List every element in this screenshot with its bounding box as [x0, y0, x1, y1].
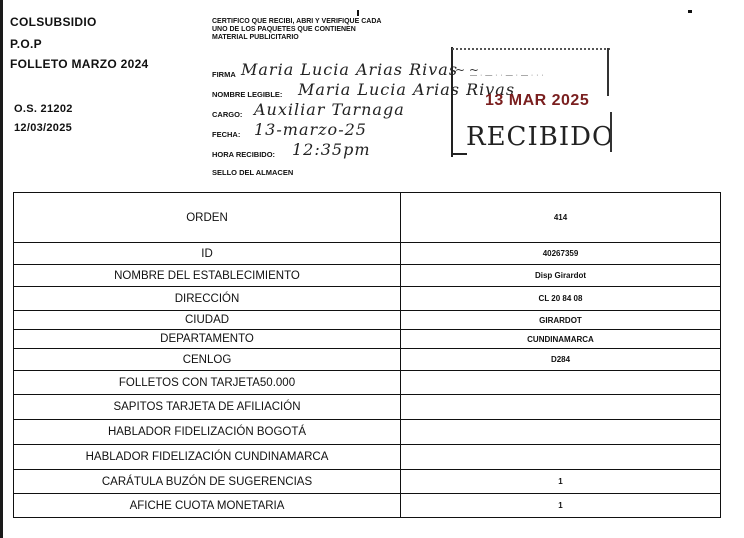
row-value: CL 20 84 08 [401, 287, 721, 311]
position-label: CARGO: [212, 110, 243, 119]
row-label: NOMBRE DEL ESTABLECIMIENTO [14, 265, 401, 287]
scan-speck [357, 10, 359, 16]
row-value: 1 [401, 470, 721, 494]
handwritten-position: Auxiliar Tarnaga [254, 100, 405, 119]
table-row [14, 311, 721, 330]
company-name: COLSUBSIDIO [10, 15, 97, 29]
signature-overflow-scribble: ~ ~ [455, 63, 479, 77]
row-value [401, 420, 721, 445]
received-time-label: HORA RECIBIDO: [212, 150, 276, 159]
table-row [14, 395, 721, 420]
row-value: 1 [401, 494, 721, 518]
table-row [14, 445, 721, 470]
table-row [14, 243, 721, 265]
order-table [13, 192, 721, 518]
row-label: CIUDAD [14, 311, 401, 330]
row-label: CARÁTULA BUZÓN DE SUGERENCIAS [14, 470, 401, 494]
table-row [14, 470, 721, 494]
row-value [401, 371, 721, 395]
stamp-bottom-bar [451, 153, 467, 155]
row-value [401, 395, 721, 420]
row-value [401, 445, 721, 470]
stamp-right-border [607, 48, 609, 96]
handwritten-signature: Maria Lucia Arias Rivas [241, 60, 459, 79]
name-label: NOMBRE LEGIBLE: [212, 90, 283, 99]
row-value: GIRARDOT [401, 311, 721, 330]
handwritten-time: 12:35pm [292, 140, 371, 159]
row-label: ORDEN [14, 193, 401, 243]
row-value: D284 [401, 349, 721, 371]
signature-label: FIRMA [212, 70, 236, 79]
stamp-received-word: RECIBIDO [466, 122, 615, 152]
table-row [14, 193, 721, 243]
stamp-date: 13 MAR 2025 [485, 92, 590, 109]
row-value: CUNDINAMARCA [401, 330, 721, 349]
row-label: HABLADOR FIDELIZACIÓN BOGOTÁ [14, 420, 401, 445]
handwritten-date: 13-marzo-25 [254, 120, 367, 139]
table-row [14, 287, 721, 311]
scan-speck [688, 10, 692, 13]
scan-edge [0, 0, 3, 538]
stamp-smudge: — · — · · — · — · · · [470, 72, 545, 79]
row-label: DEPARTAMENTO [14, 330, 401, 349]
row-label: AFICHE CUOTA MONETARIA [14, 494, 401, 518]
table-row [14, 330, 721, 349]
date-label: FECHA: [212, 130, 241, 139]
table-row [14, 349, 721, 371]
table-row [14, 494, 721, 518]
certificate-text: CERTIFICO QUE RECIBI, ABRI Y VERIFIQUE CADA UNO DE LOS PAQUETES QUE CONTIENEN MATERIAL PUBLICITARIO [212, 18, 382, 41]
row-label: FOLLETOS CON TARJETA50.000 [14, 371, 401, 395]
row-value: 40267359 [401, 243, 721, 265]
row-label: DIRECCIÓN [14, 287, 401, 311]
handwritten-name: Maria Lucia Arias Rivas [298, 80, 516, 99]
table-row [14, 265, 721, 287]
table-row [14, 371, 721, 395]
service-order: O.S. 21202 [14, 103, 73, 115]
pop-code: P.O.P [10, 37, 42, 51]
store-seal-label: SELLO DEL ALMACEN [212, 168, 294, 177]
row-label: CENLOG [14, 349, 401, 371]
stamp-corner-border [596, 112, 612, 152]
brochure-title: FOLLETO MARZO 2024 [10, 57, 149, 71]
row-label: HABLADOR FIDELIZACIÓN CUNDINAMARCA [14, 445, 401, 470]
row-label: ID [14, 243, 401, 265]
row-value: Disp Girardot [401, 265, 721, 287]
order-date: 12/03/2025 [14, 122, 73, 134]
stamp-top-border [452, 48, 610, 50]
row-value: 414 [401, 193, 721, 243]
row-label: SAPITOS TARJETA DE AFILIACIÓN [14, 395, 401, 420]
table-row [14, 420, 721, 445]
